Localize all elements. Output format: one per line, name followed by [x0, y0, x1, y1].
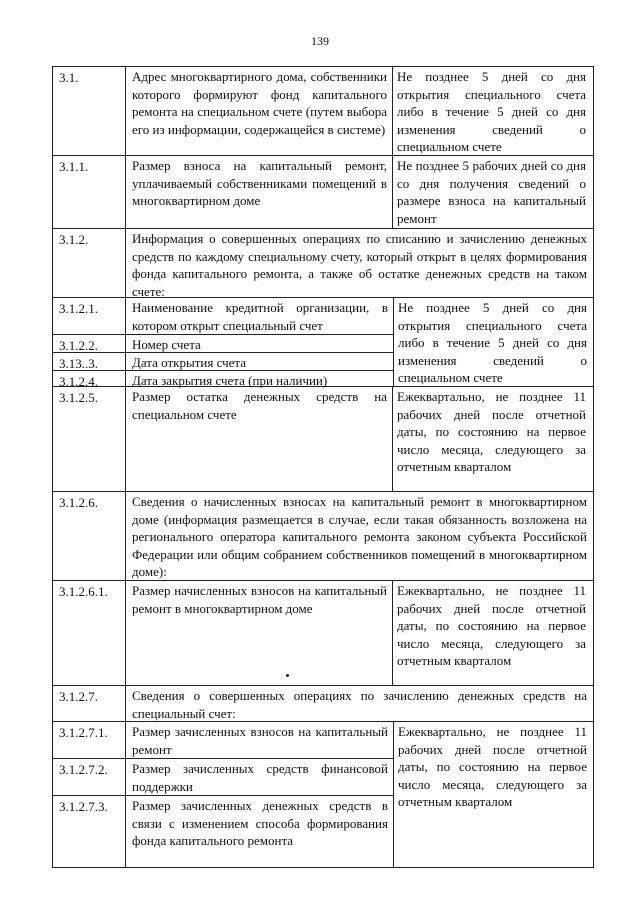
item-number: 3.1.2.7.2. [53, 759, 126, 795]
item-description: Адрес многоквартирного дома, собственники которого формируют фонд капитального ремонта на специальном счете (путем выбора его из информации, содержащейся в системе) [126, 67, 393, 155]
group-deadline: Ежеквартально, не позднее 11 рабочих дней после отчетной даты, по состоянию на первое число месяца, следующего за отчетным кварталом [398, 724, 587, 809]
item-number: 3.1.2.6.1. [53, 581, 126, 685]
table-row [53, 685, 593, 721]
item-description: Дата закрытия счета (при наличии) [132, 373, 328, 388]
item-number: 3.1.2. [53, 229, 126, 297]
table-row [53, 370, 393, 387]
table-row [53, 155, 593, 228]
item-number: 3.1.2.7.3. [53, 796, 126, 867]
item-deadline: Ежеквартально, не позднее 11 рабочих дней после отчетной даты, по состоянию на первое число месяца, следующего за отчетным кварталом [397, 583, 586, 668]
table-row [53, 228, 593, 297]
table-row [53, 580, 593, 685]
table-row [53, 722, 393, 758]
item-number: 3.1.2.2. [53, 335, 126, 352]
item-description: Дата открытия счета [132, 355, 247, 370]
group-deadline: Не позднее 5 дней со дня открытия специального счета либо в течение 5 дней со дня изменения сведений о специальном счете [398, 300, 587, 385]
table-row [53, 298, 393, 334]
table-row [53, 758, 393, 795]
section-heading: Информация о совершенных операциях по списанию и зачислению денежных средств по каждому специальному счету, который открыт в целях формирования фонда капитального ремонта, а также об остатке денежных средств на таком счете: [132, 231, 587, 299]
table-row [53, 334, 393, 352]
table-row [53, 795, 393, 867]
item-description: Размер зачисленных взносов на капитальный ремонт [132, 724, 388, 757]
item-description: Размер взноса на капитальный ремонт, уплачиваемый собственниками помещений в многоквартирном доме [126, 156, 393, 228]
item-deadline: Не позднее 5 дней со дня открытия специального счета либо в течение 5 дней со дня изменения сведений о специальном счете [397, 69, 586, 154]
item-number: 3.1.2.1. [53, 298, 126, 334]
stray-dot-mark [286, 674, 289, 677]
section-heading: Сведения о совершенных операциях по зачислению денежных средств на специальный счет: [132, 688, 587, 721]
item-number: 3.1.1. [53, 156, 126, 228]
item-number: 3.1.2.5. [53, 387, 126, 491]
item-description: Размер зачисленных денежных средств в связи с изменением способа формирования фонда капитального ремонта [132, 798, 388, 848]
item-number: 3.1.2.7.1. [53, 722, 126, 758]
item-number: 3.1.2.6. [53, 492, 126, 580]
item-description: Номер счета [132, 337, 201, 352]
item-deadline: Не позднее 5 рабочих дней со дня со дня получения сведений о размере взноса на капитальный ремонт [397, 158, 586, 226]
item-number: 3.13..3. [53, 353, 126, 370]
section-heading: Сведения о начисленных взносах на капитальный ремонт в многоквартирном доме (информация размещается в случае, если такая обязанность возложена на регионального оператора капитального ремонта законом субъекта Российской Федерации или общим собранием собственников помещений в многоквартирном доме): [132, 494, 587, 579]
table-row-group [53, 297, 593, 389]
table-row [53, 352, 393, 370]
item-description: Размер начисленных взносов на капитальный ремонт в многоквартирном доме [126, 581, 393, 685]
item-number: 3.1.2.4. [53, 371, 126, 387]
table-row-group [53, 721, 593, 867]
item-number: 3.1. [53, 67, 126, 155]
item-description: Размер остатка денежных средств на специальном счете [126, 387, 393, 491]
item-deadline: Ежеквартально, не позднее 11 рабочих дней после отчетной даты, по состоянию на первое число месяца, следующего за отчетным кварталом [397, 389, 586, 474]
table-row [53, 386, 593, 491]
item-description: Наименование кредитной организации, в котором открыт специальный счет [132, 300, 388, 333]
table-row [53, 491, 593, 580]
item-description: Размер зачисленных средств финансовой поддержки [132, 761, 388, 794]
requirements-table [52, 66, 594, 868]
page-number: 139 [311, 34, 329, 48]
item-number: 3.1.2.7. [53, 686, 126, 721]
table-row [53, 67, 593, 155]
